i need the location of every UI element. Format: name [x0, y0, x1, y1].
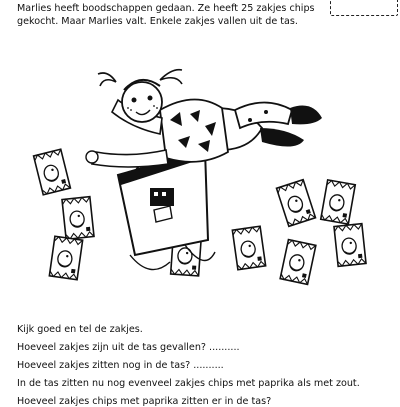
chip-bag-9 — [334, 224, 366, 267]
chip-bag-8 — [280, 240, 316, 285]
question-3[interactable]: Hoeveel zakjes zitten nog in de tas? .......... — [17, 360, 224, 371]
question-2[interactable]: Hoeveel zakjes zijn uit de tas gevallen? .......... — [17, 342, 240, 353]
intro-line-1: Marlies heeft boodschappen gedaan. Ze heeft 25 zakjes chips — [17, 3, 315, 14]
chip-bag-6 — [277, 180, 316, 227]
question-4: In de tas zitten nu nog evenveel zakjes chips met paprika als met zout. — [17, 378, 360, 389]
chip-bag-3 — [49, 236, 82, 280]
question-1: Kijk goed en tel de zakjes. — [17, 324, 143, 335]
chip-bag-1 — [34, 149, 71, 195]
question-5[interactable]: Hoeveel zakjes chips met paprika zitten er in de tas? — [17, 396, 272, 407]
intro-line-2: gekocht. Maar Marlies valt. Enkele zakjes vallen uit de tas. — [17, 15, 298, 27]
girl — [86, 70, 322, 167]
intro-text — [17, 3, 337, 28]
falling-girl-illustration — [0, 40, 400, 320]
name-box[interactable] — [330, 0, 398, 16]
chip-bag-5 — [232, 226, 265, 270]
chip-bag-7 — [321, 180, 356, 224]
chip-bag-2 — [62, 197, 94, 240]
